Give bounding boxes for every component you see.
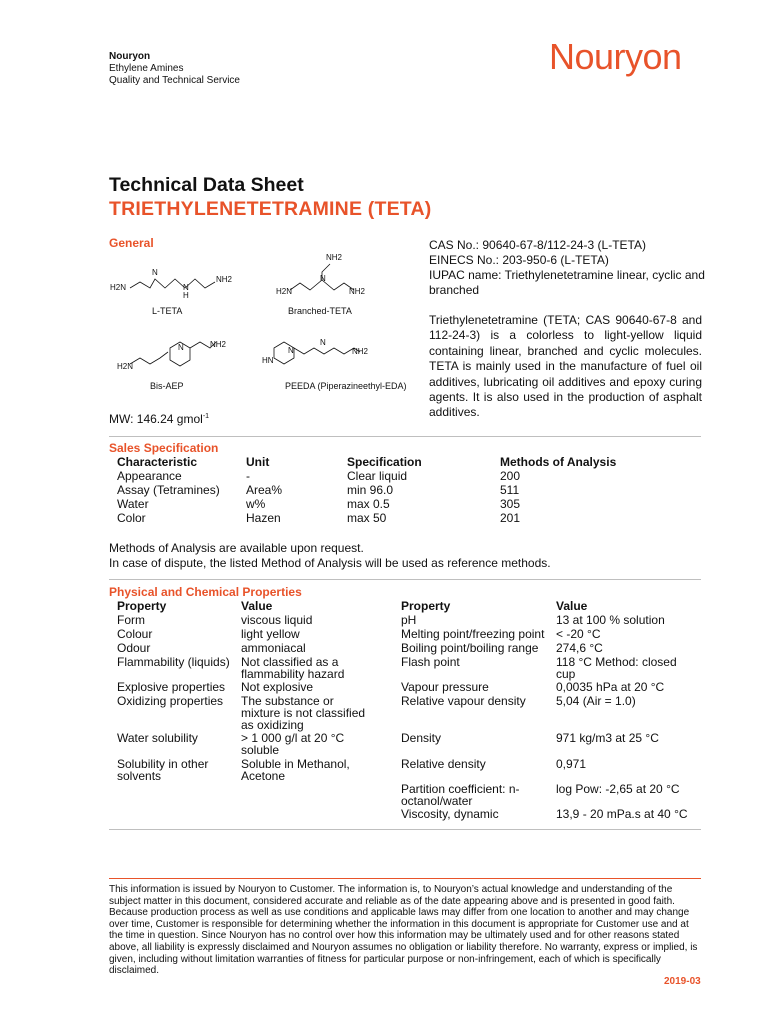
table-cell: max 0.5 [347,497,390,511]
property-name: Partition coefficient: n- [401,782,520,796]
property-value: 13 at 100 % solution [556,613,665,627]
molecule-label-branched-teta: Branched-TETA [288,306,352,316]
property-value: The substance or [241,694,334,708]
table-cell: w% [246,497,266,511]
atom-label: NH2 [216,275,233,284]
property-value: mixture is not classified [241,706,366,720]
property-value: Acetone [241,769,286,783]
divider [109,436,701,437]
table-cell: 201 [500,511,521,525]
page-title: Technical Data Sheet [109,174,304,196]
molecule-label-bis-aep: Bis-AEP [150,381,184,391]
property-value: cup [556,667,576,681]
molecule-label-l-teta: L-TETA [152,306,183,316]
property-name: Colour [117,627,153,641]
property-value: Soluble in Methanol, [241,757,350,771]
footer-divider [109,878,701,879]
table-header: Methods of Analysis [500,455,617,469]
property-value: Not classified as a [241,655,339,669]
table-header: Value [556,599,588,613]
property-value: flammability hazard [241,667,345,681]
property-name: Relative density [401,757,486,771]
iupac-name: IUPAC name: Triethylenetetramine linear, cyclic and [429,268,705,282]
property-value: as oxidizing [241,718,304,732]
divider [109,829,701,830]
table-cell: Area% [246,483,283,497]
einecs-number: EINECS No.: 203-950-6 (L-TETA) [429,253,609,267]
dispute-note: In case of dispute, the listed Method of Analysis will be used as reference methods. [109,556,551,570]
atom-label: NH2 [326,253,343,262]
property-name: solvents [117,769,162,783]
page-subtitle: TRIETHYLENETETRAMINE (TETA) [109,198,432,220]
table-cell: min 96.0 [347,483,394,497]
atom-label: H2N [117,362,134,371]
property-name: Density [401,731,442,745]
disclaimer-text: This information is issued by Nouryon to Customer. The information is, to Nouryon’s actual knowledge and understanding of the subject matter in this document, considered accurate and reliable as of the date appearing above and is presented in good faith. Because production process as well as use conditions and applicable laws may differ from one location to another and may change over time, Customer is responsible for determining whether the information in this document is appropriate for Customer use and at the time in question. Since Nouryon has no control over how this information may be ultimately used and for other reasons stated above, all liability is expressly disclaimed and Nouryon assumes no obligation or liability therefore. No warranty, express or implied, is given, including without limitation warranties of fitness for particular purpose or non-infringement, each of which is specifically disclaimed. [109,884,698,977]
property-name: Melting point/freezing point [401,627,545,641]
property-value: Not explosive [241,680,314,694]
section-heading-physical: Physical and Chemical Properties [109,585,302,599]
molecule-label-peeda: PEEDA (Piperazineethyl-EDA) [285,381,407,391]
property-name: Viscosity, dynamic [401,807,499,821]
property-value: < -20 °C [556,627,601,641]
atom-label: N [178,343,184,352]
document-date: 2019-03 [664,976,701,987]
header-division: Ethylene Amines [109,63,184,74]
atom-label: N [152,268,158,277]
general-description: Triethylenetetramine (TETA; CAS 90640-67-8 and 112-24-3) is a colorless to light-yellow liquid containing linear, branched and cyclic molecules. TETA is mainly used in the manufacture of fuel oil additives, lubricating oil additives and epoxy curing agents. It is also used in the production of asphalt additives. [429,313,702,420]
property-value: viscous liquid [241,613,313,627]
header-service: Quality and Technical Service [109,75,240,86]
property-name: Vapour pressure [401,680,489,694]
table-cell: Assay (Tetramines) [117,483,220,497]
atom-label: N [183,283,189,292]
section-heading-general: General [109,236,154,250]
property-name: Flash point [401,655,460,669]
property-value: 13,9 - 20 mPa.s at 40 °C [556,807,688,821]
atom-label: NH2 [349,287,366,296]
property-value: ammoniacal [241,641,306,655]
property-value: > 1 000 g/l at 20 °C [241,731,345,745]
table-cell: Hazen [246,511,281,525]
table-header: Value [241,599,273,613]
header-company: Nouryon [109,51,151,62]
table-header: Specification [347,455,422,469]
table-cell: 305 [500,497,521,511]
molecular-weight: MW: 146.24 gmol$^{-1}$ [109,412,210,426]
table-header: Unit [246,455,270,469]
property-value: 0,971 [556,757,587,771]
atom-label: H2N [276,287,293,296]
divider [109,579,701,580]
property-name: Flammability (liquids) [117,655,230,669]
property-value: 118 °C Method: closed [556,655,677,669]
property-name: Form [117,613,145,627]
atom-label: NH2 [210,340,227,349]
atom-label: N [320,274,326,283]
property-value: 971 kg/m3 at 25 °C [556,731,659,745]
property-name: Explosive properties [117,680,226,694]
nouryon-logo: Nouryon [549,36,682,77]
table-cell: max 50 [347,511,387,525]
table-cell: - [246,469,250,483]
table-cell: Color [117,511,146,525]
table-header: Property [117,599,167,613]
atom-label: N [320,338,326,347]
property-value: 274,6 °C [556,641,603,655]
table-cell: 511 [500,483,520,497]
atom-label: H2N [110,283,127,292]
cas-number: CAS No.: 90640-67-8/112-24-3 (L-TETA) [429,238,646,252]
property-name: pH [401,613,417,627]
table-cell: Appearance [117,469,182,483]
property-value: light yellow [241,627,300,641]
atom-label: H [183,291,189,300]
property-value: 5,04 (Air = 1.0) [556,694,636,708]
table-header: Property [401,599,451,613]
property-name: Odour [117,641,151,655]
atom-label: HN [262,356,274,365]
property-name: Boiling point/boiling range [401,641,539,655]
atom-label: NH2 [352,347,369,356]
table-cell: Clear liquid [347,469,408,483]
iupac-name-cont: branched [429,283,480,297]
table-header: Characteristic [117,455,198,469]
table-cell: 200 [500,469,521,483]
property-name: Oxidizing properties [117,694,224,708]
property-name: Solubility in other [117,757,209,771]
property-value: 0,0035 hPa at 20 °C [556,680,665,694]
property-name: Relative vapour density [401,694,526,708]
section-heading-sales: Sales Specification [109,441,219,455]
atom-label: N [288,346,294,355]
property-name: octanol/water [401,794,473,808]
property-name: Water solubility [117,731,198,745]
property-value: log Pow: -2,65 at 20 °C [556,782,680,796]
methods-note: Methods of Analysis are available upon request. [109,541,364,555]
table-cell: Water [117,497,149,511]
property-value: soluble [241,743,280,757]
